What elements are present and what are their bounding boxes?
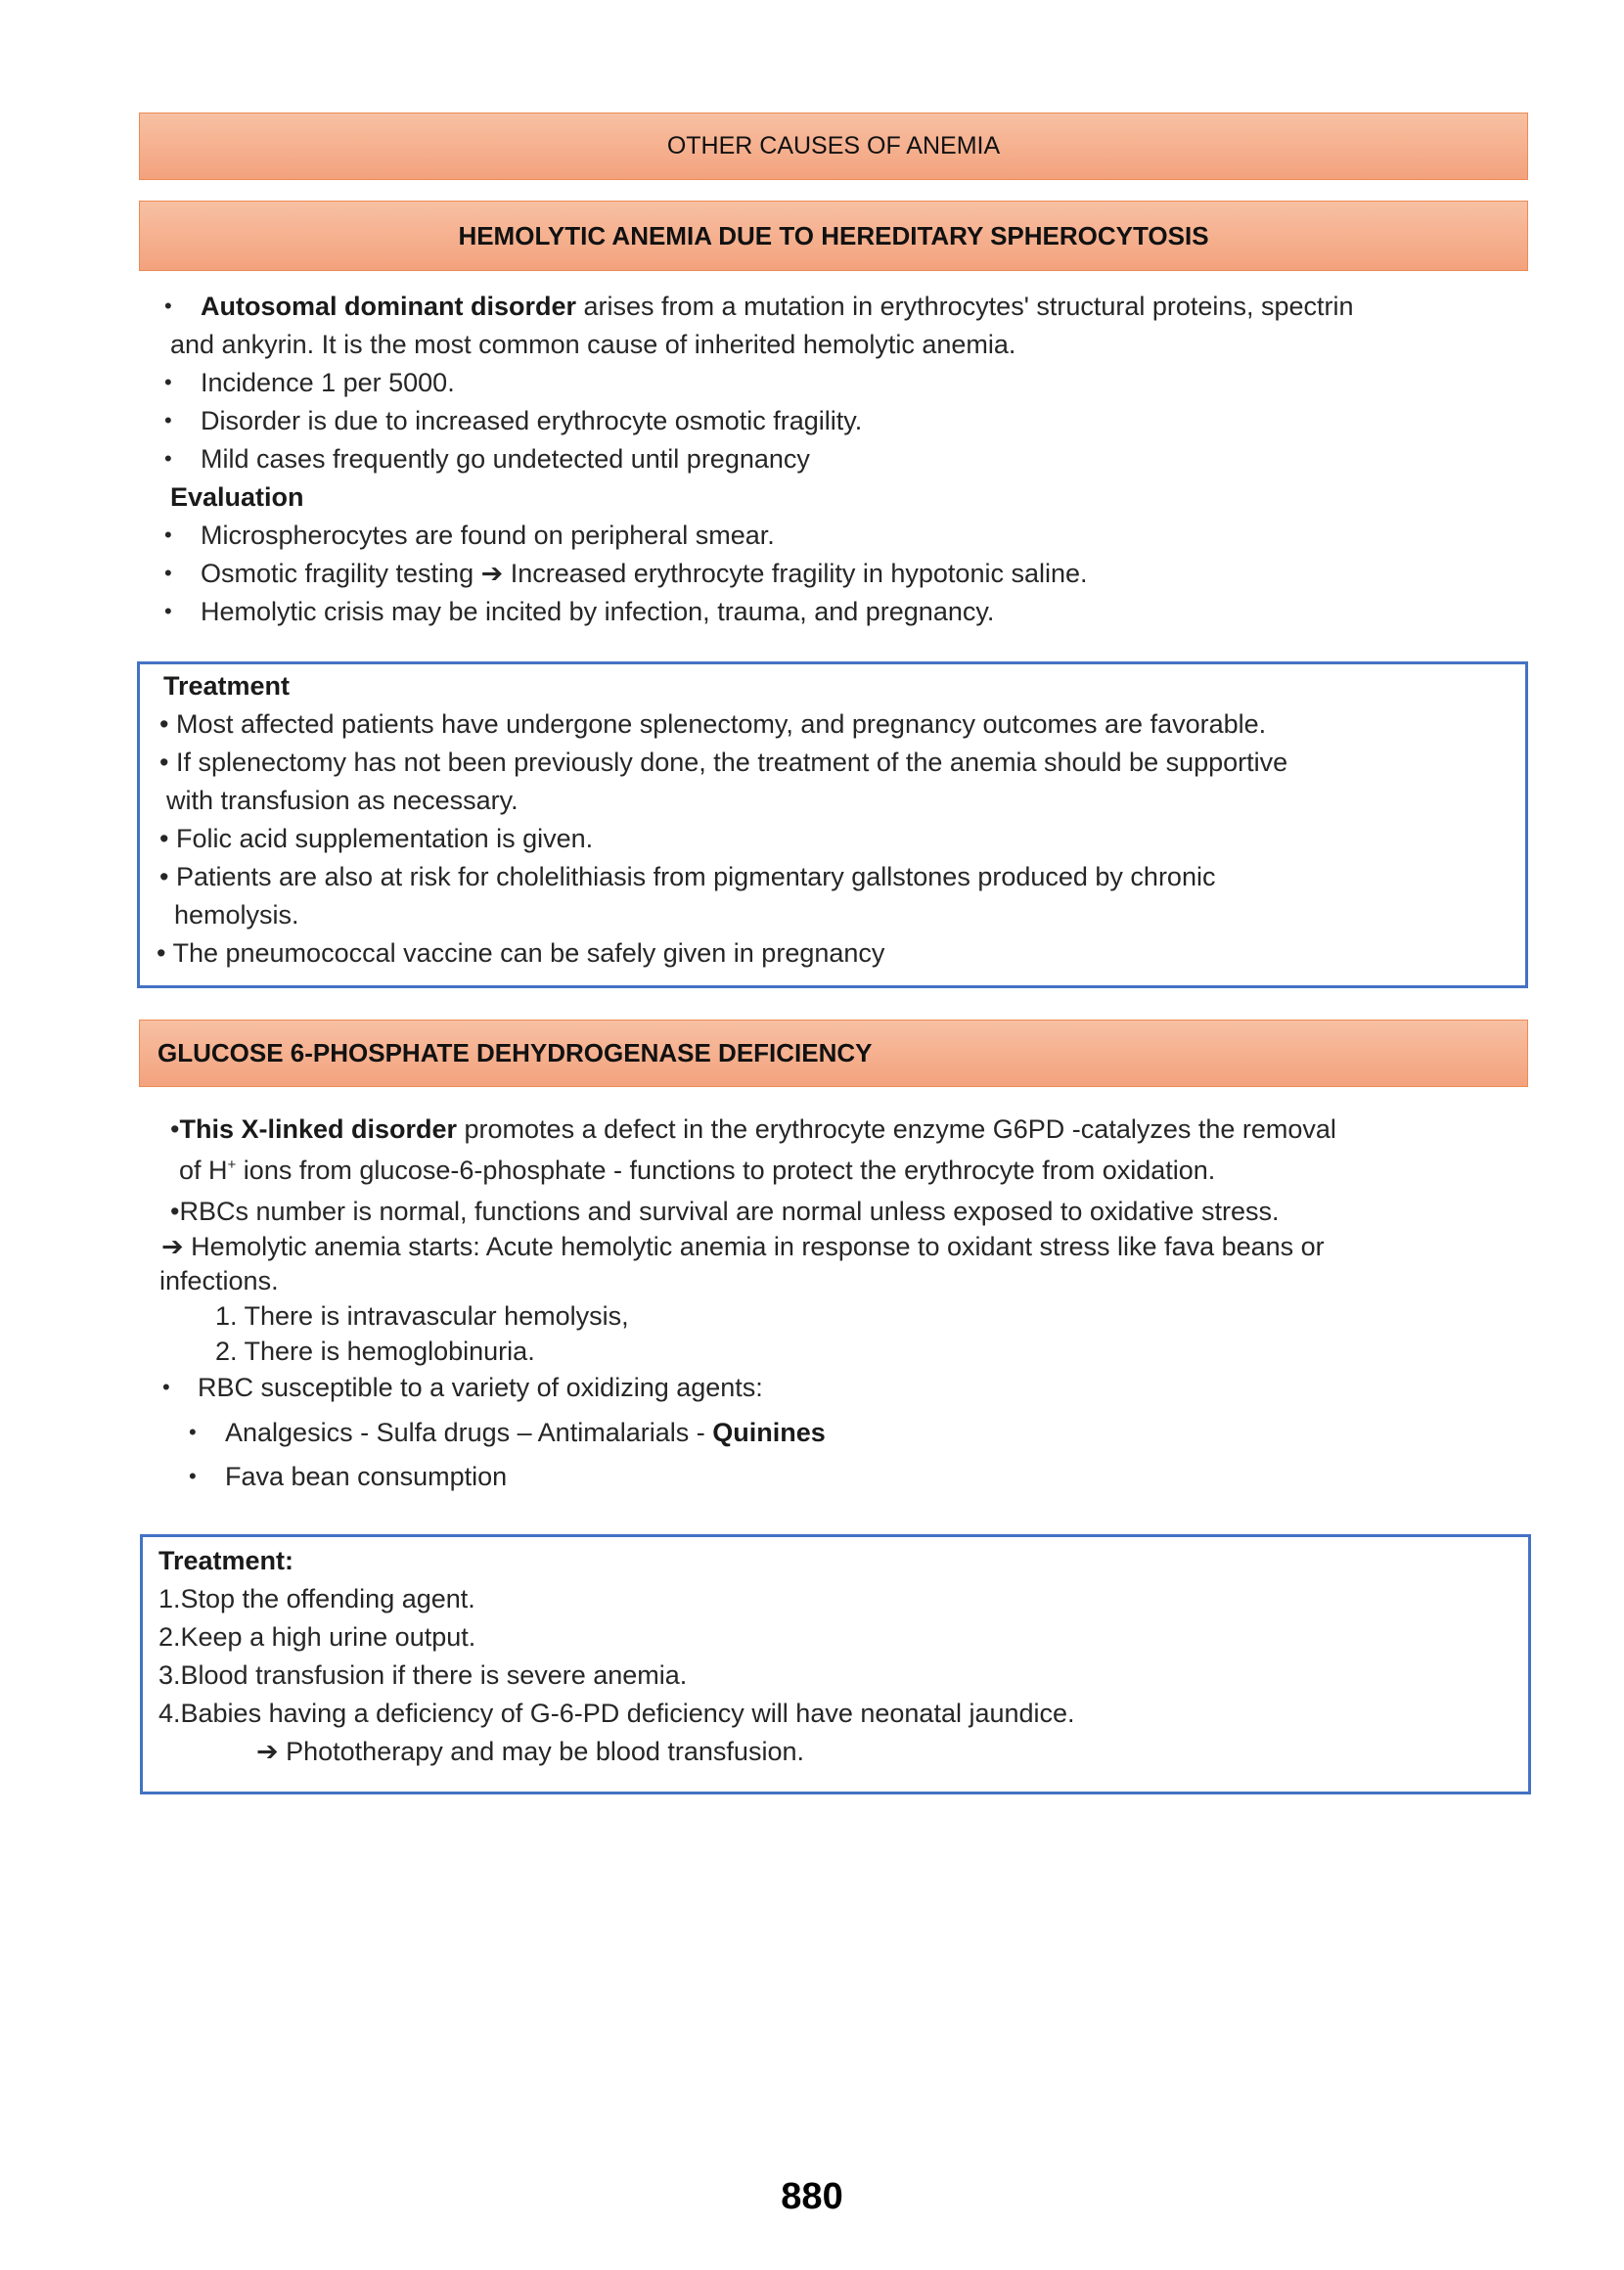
g6pd-p1-line2	[179, 1158, 1215, 1184]
g6pd-p1-line1	[170, 1116, 1336, 1143]
eval-smear: Microspherocytes are found on peripheral smear.	[201, 521, 775, 550]
point-incidence: Incidence 1 per 5000.	[201, 368, 455, 397]
treatment-item: • The pneumococcal vaccine can be safely given in pregnancy	[157, 938, 885, 968]
eval-osmotic-before: Osmotic fragility testing	[201, 559, 481, 588]
spherocytosis-banner	[139, 201, 1528, 271]
page-number: 880	[781, 2176, 843, 2217]
treatment-heading	[163, 673, 290, 700]
bullet-icon: •	[164, 408, 172, 432]
intro-line-1	[201, 294, 1354, 320]
g6pd-p1-bold: This X-linked disorder	[179, 1114, 458, 1144]
point-fragility: Disorder is due to increased erythrocyte osmotic fragility.	[201, 406, 863, 435]
agents-intro: RBC susceptible to a variety of oxidizing agents:	[198, 1373, 763, 1402]
treatment-item: with transfusion as necessary.	[166, 786, 519, 815]
g6pd-treatment-subitem	[256, 1739, 804, 1765]
g6pd-p1-line2-post: ions from glucose-6-phosphate - functions to protect the erythrocyte from oxidation.	[236, 1156, 1216, 1185]
arrow-right-icon: ➔	[161, 1232, 184, 1261]
arrow-right-icon: ➔	[256, 1737, 279, 1766]
agent-drugs	[225, 1420, 826, 1446]
treatment-heading-text: Treatment	[163, 671, 291, 701]
bullet-icon: •	[164, 370, 172, 394]
evaluation-heading-text: Evaluation	[170, 482, 304, 512]
evaluation-heading	[170, 484, 304, 511]
g6pd-treatment-item: 3.Blood transfusion if there is severe anemia.	[158, 1660, 688, 1690]
g6pd-p1-rest: promotes a defect in the erythrocyte enzyme G6PD -catalyzes the removal	[457, 1114, 1336, 1144]
bullet-icon: •	[189, 1464, 197, 1488]
bullet-icon: •	[189, 1420, 197, 1444]
bullet-icon: •	[170, 1114, 180, 1144]
agent-quinines: Quinines	[712, 1418, 826, 1447]
intro-line-2: and ankyrin. It is the most common cause of inherited hemolytic anemia.	[170, 330, 1016, 359]
g6pd-p3-text: Hemolytic anemia starts: Acute hemolytic anemia in response to oxidant stress like fava beans or	[183, 1232, 1325, 1261]
intro-bold: Autosomal dominant disorder	[201, 292, 577, 321]
g6pd-treatment-item: 1.Stop the offending agent.	[158, 1584, 475, 1613]
bullet-icon: •	[164, 294, 172, 318]
eval-osmotic-after: Increased erythrocyte fragility in hypotonic saline.	[503, 559, 1088, 588]
treatment-item: • Most affected patients have undergone splenectomy, and pregnancy outcomes are favorable.	[159, 709, 1267, 739]
main-title-banner	[139, 113, 1528, 180]
g6pd-treatment-heading-text: Treatment:	[158, 1546, 294, 1575]
numbered-item: 1. There is intravascular hemolysis,	[215, 1301, 629, 1331]
agent-fava: Fava bean consumption	[225, 1462, 508, 1491]
g6pd-treatment-item: 4.Babies having a deficiency of G-6-PD deficiency will have neonatal jaundice.	[158, 1699, 1075, 1728]
g6pd-p1-line2-pre: of H	[179, 1156, 228, 1185]
numbered-item: 2. There is hemoglobinuria.	[215, 1337, 535, 1366]
g6pd-treatment-subitem-text: Phototherapy and may be blood transfusion.	[278, 1737, 804, 1766]
bullet-icon: •	[164, 561, 172, 585]
intro-rest: arises from a mutation in erythrocytes' structural proteins, spectrin	[576, 292, 1354, 321]
g6pd-p3-line1	[161, 1234, 1325, 1260]
g6pd-p3-line2: infections.	[159, 1266, 279, 1295]
arrow-right-icon: ➔	[480, 559, 504, 588]
eval-crisis: Hemolytic crisis may be incited by infection, trauma, and pregnancy.	[201, 597, 995, 626]
bullet-icon: •	[164, 446, 172, 471]
bullet-icon: •	[164, 522, 172, 547]
treatment-item: • Folic acid supplementation is given.	[159, 824, 594, 853]
eval-osmotic	[201, 561, 1088, 587]
g6pd-treatment-item: 2.Keep a high urine output.	[158, 1622, 476, 1652]
bullet-icon: •	[162, 1375, 170, 1399]
treatment-item: • If splenectomy has not been previously done, the treatment of the anemia should be supportive	[159, 748, 1288, 777]
g6pd-p2: •RBCs number is normal, functions and survival are normal unless exposed to oxidative stress.	[170, 1197, 1280, 1226]
main-title: OTHER CAUSES OF ANEMIA	[666, 132, 1001, 159]
g6pd-banner	[139, 1020, 1528, 1087]
g6pd-title: GLUCOSE 6-PHOSPHATE DEHYDROGENASE DEFICIENCY	[158, 1038, 873, 1067]
superscript-plus: +	[227, 1157, 237, 1173]
agent-drugs-text: Analgesics - Sulfa drugs – Antimalarials -	[225, 1418, 713, 1447]
g6pd-treatment-heading	[158, 1548, 293, 1574]
treatment-item: hemolysis.	[174, 900, 299, 930]
spherocytosis-title: HEMOLYTIC ANEMIA DUE TO HEREDITARY SPHEROCYTOSIS	[458, 220, 1209, 250]
point-mild-cases: Mild cases frequently go undetected until pregnancy	[201, 444, 810, 474]
bullet-icon: •	[164, 599, 172, 623]
treatment-item: • Patients are also at risk for cholelithiasis from pigmentary gallstones produced by chronic	[159, 862, 1216, 891]
